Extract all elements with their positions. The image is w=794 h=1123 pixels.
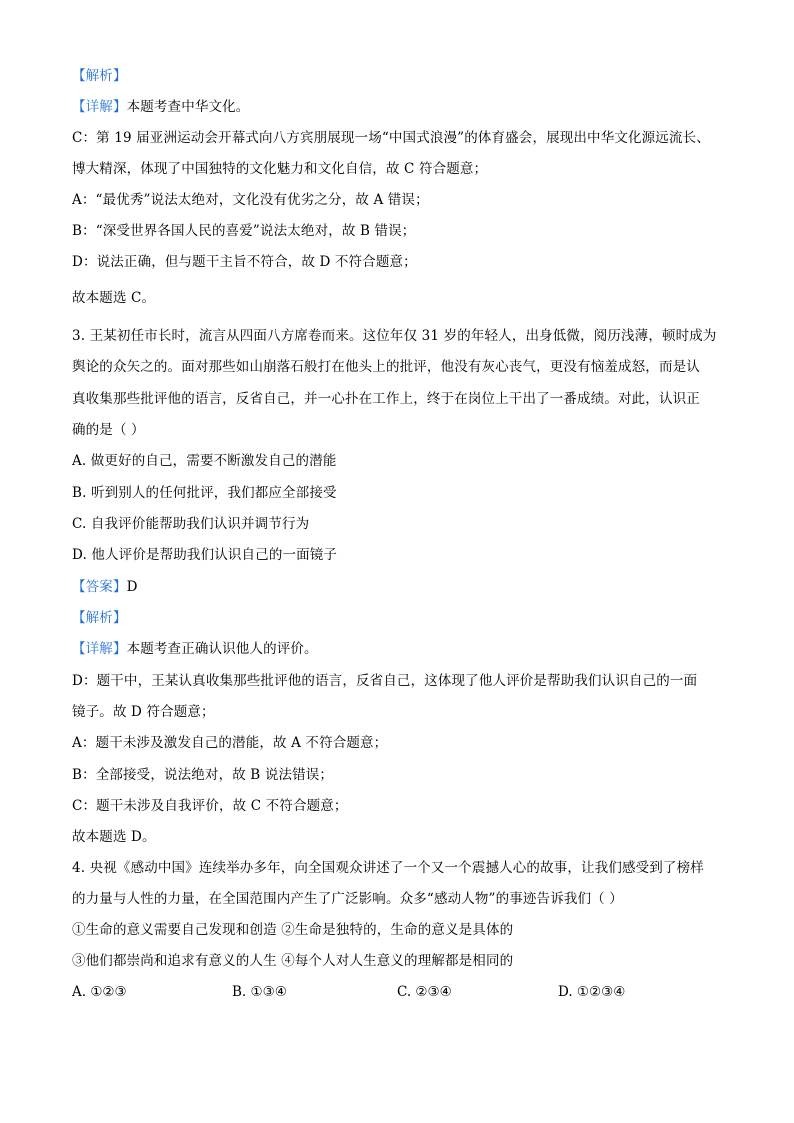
- question-stem-line: 确的是（ ）: [72, 422, 145, 438]
- explanation-line: D：题干中，王某认真收集那些批评他的语言，反省自己，这体现了他人评价是帮助我们认识自己的一面: [72, 673, 698, 689]
- question-stem-line: 舆论的众矢之的。面对那些如山崩落石般打在他头上的批评，他没有灰心丧气，更没有恼羞成怒，而是认: [72, 359, 700, 375]
- detail-tag: 【详解】: [72, 99, 127, 115]
- choice-b: B. ①③④: [232, 984, 287, 1000]
- answer-value: D: [126, 579, 138, 595]
- detail-line: [72, 640, 318, 658]
- option-b: B. 听到别人的任何批评，我们都应全部接受: [72, 485, 337, 501]
- explanation-line: B：全部接受，说法绝对，故 B 说法错误；: [72, 767, 334, 783]
- detail-tag: 【详解】: [72, 641, 127, 657]
- explanation-line: 镜子。故 D 符合题意；: [72, 704, 215, 720]
- answer-tag: 【答案】: [72, 579, 127, 595]
- explanation-line: C：第 19 届亚洲运动会开幕式向八方宾朋展现一场“中国式浪漫”的体育盛会，展现出中华文化源远流长、: [72, 130, 710, 146]
- statement-line: ①生命的意义需要自己发现和创造 ②生命是独特的，生命的意义是具体的: [72, 922, 514, 938]
- option-a: A. 做更好的自己，需要不断激发自己的潜能: [72, 453, 337, 469]
- explanation-line: 博大精深，体现了中国独特的文化魅力和文化自信，故 C 符合题意；: [72, 161, 488, 177]
- question-stem-line: 的力量与人性的力量，在全国范围内产生了广泛影响。众多“感动人物”的事迹告诉我们（ ）: [72, 891, 623, 907]
- choice-a: A. ①②③: [72, 984, 127, 1000]
- choice-c: C. ②③④: [397, 984, 452, 1000]
- detail-line: [72, 98, 249, 116]
- choice-d: D. ①②③④: [558, 984, 626, 1000]
- analysis-tag: 【解析】: [72, 68, 127, 84]
- explanation-line: A：“最优秀”说法太绝对，文化没有优劣之分，故 A 错误；: [72, 192, 429, 208]
- answer-line: [72, 578, 138, 596]
- question-stem-line: 真收集那些批评他的语言，反省自己，并一心扑在工作上，终于在岗位上干出了一番成绩。对此，认识正: [72, 391, 700, 407]
- conclusion-line: 故本题选 D。: [72, 829, 156, 845]
- explanation-line: C：题干未涉及自我评价，故 C 不符合题意；: [72, 798, 348, 814]
- option-c: C. 自我评价能帮助我们认识并调节行为: [72, 516, 310, 532]
- question-stem-line: 3. 王某初任市长时，流言从四面八方席卷而来。这位年仅 31 岁的年轻人，出身低微，阅历浅薄，顿时成为: [72, 328, 717, 344]
- option-d: D. 他人评价是帮助我们认识自己的一面镜子: [72, 547, 338, 563]
- statement-line: ③他们都崇尚和追求有意义的人生 ④每个人对人生意义的理解都是相同的: [72, 953, 514, 969]
- explanation-line: A：题干未涉及激发自己的潜能，故 A 不符合题意；: [72, 735, 388, 751]
- question-stem-line: 4. 央视《感动中国》连续举办多年，向全国观众讲述了一个又一个震撼人心的故事，让我们感受到了榜样: [72, 860, 704, 876]
- analysis-tag: 【解析】: [72, 610, 127, 626]
- detail-text: 本题考查中华文化。: [126, 99, 250, 115]
- explanation-line: D：说法正确，但与题干主旨不符合，故 D 不符合题意；: [72, 254, 417, 270]
- explanation-line: B：“深受世界各国人民的喜爱”说法太绝对，故 B 错误；: [72, 223, 416, 239]
- detail-text: 本题考查正确认识他人的评价。: [126, 641, 318, 657]
- conclusion-line: 故本题选 C。: [72, 290, 156, 306]
